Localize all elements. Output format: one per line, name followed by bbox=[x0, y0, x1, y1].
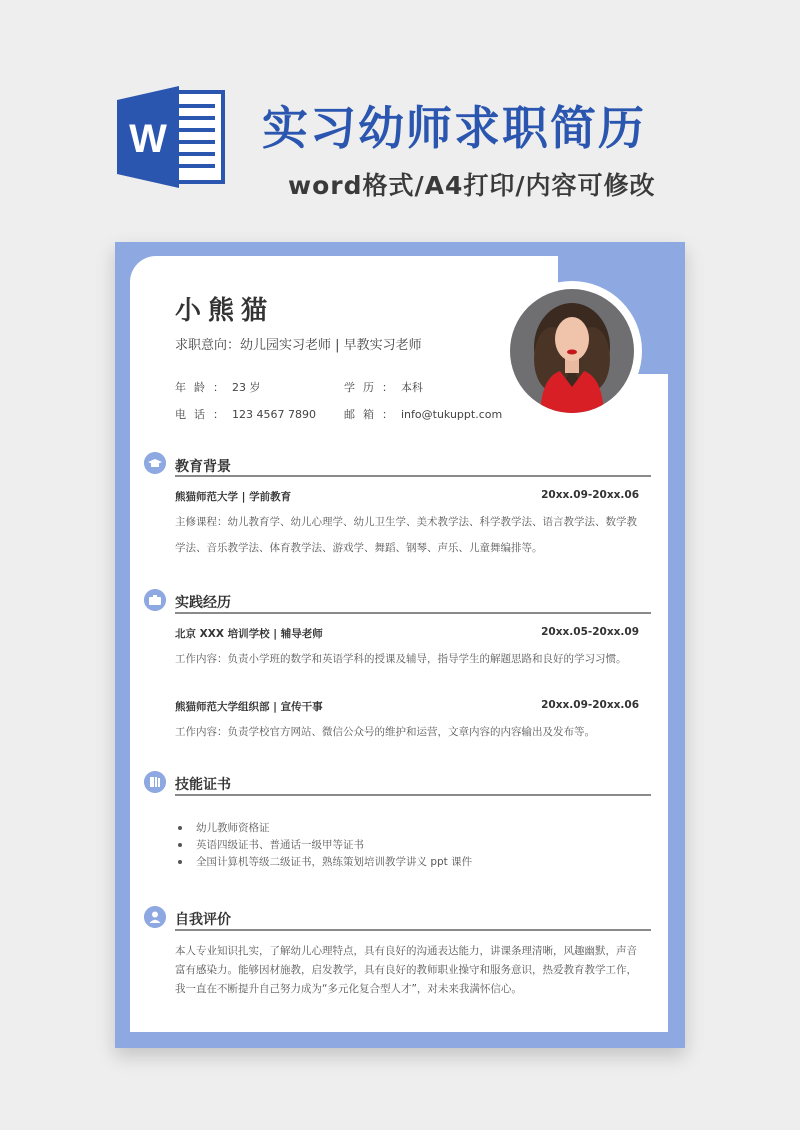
candidate-name: 小熊猫 bbox=[175, 296, 275, 326]
practice-entry-date: 20xx.09-20xx.06 bbox=[541, 699, 639, 711]
banner-subtitle: word格式/A4打印/内容可修改 bbox=[288, 171, 656, 200]
email-info bbox=[344, 406, 502, 422]
phone-label: 电话： bbox=[175, 408, 232, 421]
practice-entry-content: 工作内容：负责学校官方网站、微信公众号的维护和运营，文章内容的内容输出及发布等。 bbox=[175, 726, 595, 738]
age-value: 23 岁 bbox=[232, 381, 261, 394]
skills-divider bbox=[175, 794, 651, 796]
practice-entry-content: 工作内容：负责小学班的数学和英语学科的授课及辅导，指导学生的解题思路和良好的学习习惯。 bbox=[175, 653, 627, 665]
word-document-icon bbox=[117, 86, 225, 188]
practice-entry-head: 熊猫师范大学组织部 | 宣传干事 bbox=[175, 701, 323, 713]
age-info bbox=[175, 379, 261, 395]
self-evaluation-line: 我一直在不断提升自己努力成为“多元化复合型人才”，对未来我满怀信心。 bbox=[175, 983, 522, 995]
user-icon bbox=[144, 906, 166, 928]
education-courses-line2: 学法、音乐教学法、体育教学法、游戏学、舞蹈、钢琴、声乐、儿童舞编排等。 bbox=[175, 542, 543, 554]
education-divider bbox=[175, 475, 651, 477]
bullet-dot bbox=[178, 826, 182, 830]
self-evaluation-line: 本人专业知识扎实，了解幼儿心理特点，具有良好的沟通表达能力，讲课条理清晰，风趣幽默，声音 bbox=[175, 945, 637, 957]
email-value: info@tukuppt.com bbox=[401, 408, 503, 421]
education-value: 本科 bbox=[401, 381, 423, 394]
word-logo-letter: W bbox=[129, 117, 167, 161]
bullet-dot bbox=[178, 860, 182, 864]
bullet-dot bbox=[178, 843, 182, 847]
education-info bbox=[344, 379, 423, 395]
phone-info bbox=[175, 406, 316, 422]
self-evaluation-line: 富有感染力。能够因材施教，启发教学，具有良好的教师职业操守和服务意识，热爱教育教学工作， bbox=[175, 964, 637, 976]
graduation-cap-icon bbox=[144, 452, 166, 474]
practice-entry-date: 20xx.05-20xx.09 bbox=[541, 626, 639, 638]
phone-value: 123 4567 7890 bbox=[232, 408, 316, 421]
age-label: 年龄： bbox=[175, 381, 232, 394]
job-objective: 求职意向：幼儿园实习老师 | 早教实习老师 bbox=[175, 338, 422, 353]
education-date: 20xx.09-20xx.06 bbox=[541, 489, 639, 501]
education-courses-line1: 主修课程：幼儿教育学、幼儿心理学、幼儿卫生学、美术教学法、科学教学法、语言教学法、数学教 bbox=[175, 516, 637, 528]
profile-photo bbox=[510, 289, 634, 413]
practice-section-title: 实践经历 bbox=[175, 595, 231, 611]
education-section-title: 教育背景 bbox=[175, 459, 231, 475]
banner-title: 实习幼师求职简历 bbox=[262, 101, 646, 155]
skill-item: 全国计算机等级二级证书，熟练策划培训教学讲义 ppt 课件 bbox=[196, 856, 473, 868]
skills-section-title: 技能证书 bbox=[175, 777, 231, 793]
skill-item: 幼儿教师资格证 bbox=[196, 822, 270, 834]
email-label: 邮箱： bbox=[344, 408, 401, 421]
practice-divider bbox=[175, 612, 651, 614]
briefcase-icon bbox=[144, 589, 166, 611]
practice-entry-head: 北京 XXX 培训学校 | 辅导老师 bbox=[175, 628, 323, 640]
self-section-title: 自我评价 bbox=[175, 912, 231, 928]
education-label: 学历： bbox=[344, 381, 401, 394]
skill-item: 英语四级证书、普通话一级甲等证书 bbox=[196, 839, 364, 851]
book-icon bbox=[144, 771, 166, 793]
education-school: 熊猫师范大学 | 学前教育 bbox=[175, 491, 292, 503]
self-divider bbox=[175, 929, 651, 931]
